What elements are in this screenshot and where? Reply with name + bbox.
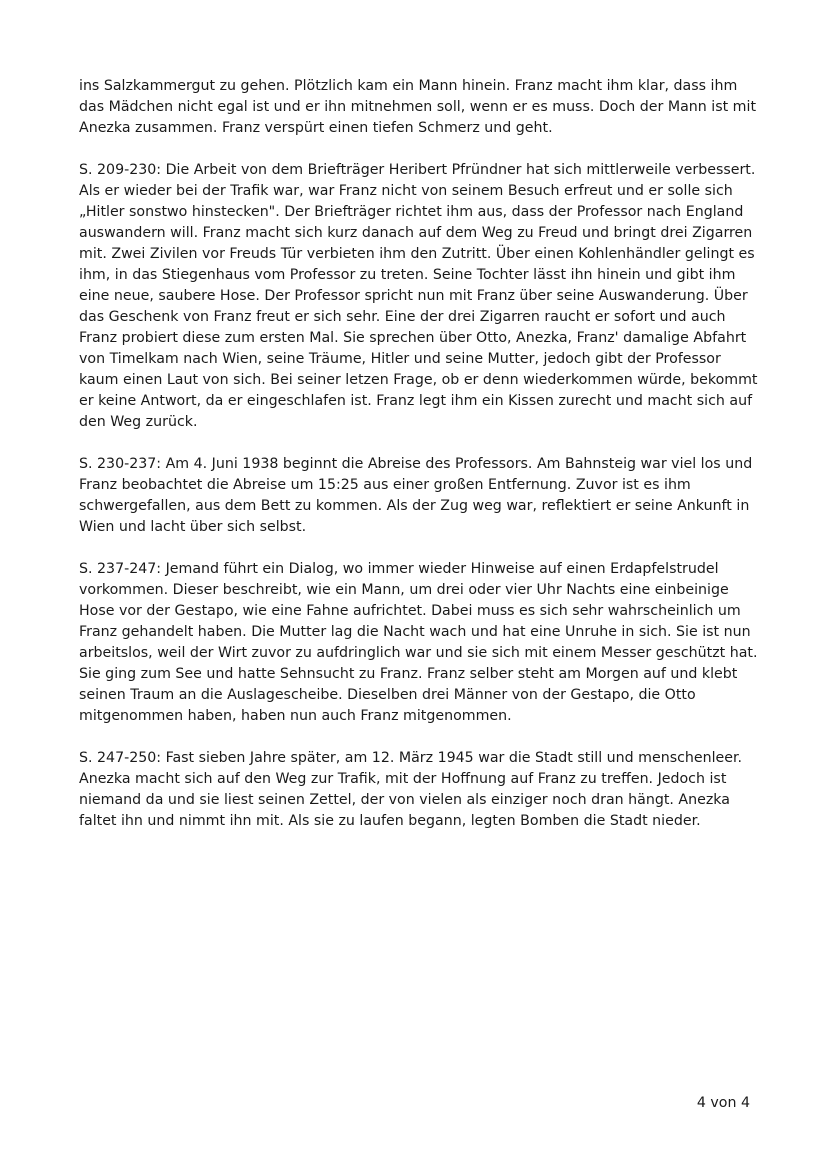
paragraph-s237-247: S. 237-247: Jemand führt ein Dialog, wo immer wieder Hinweise auf einen Erdapfelstrudel vorkommen. Dieser beschreibt, wie ein Mann, um drei oder vier Uhr Nachts eine einbeinige Hose vor der Gestapo, wie eine Fahne aufrichtet. Dabei muss es sich sehr wahrscheinlich um Franz gehandelt haben. Die Mutter lag die Nacht wach und hat eine Unruhe in sich. Sie ist nun arbeitslos, weil der Wirt zuvor zu aufdringlich war und sie sich mit einem Messer geschützt hat. Sie ging zum See und hatte Sehnsucht zu Franz. Franz selber steht am Morgen auf und klebt seinen Traum an die Auslagescheibe. Dieselben drei Männer von der Gestapo, die Otto mitgenommen haben, haben nun auch Franz mitgenommen. — [79, 561, 758, 724]
paragraph-continuation: ins Salzkammergut zu gehen. Plötzlich kam ein Mann hinein. Franz macht ihm klar, dass ihm das Mädchen nicht egal ist und er ihn mitnehmen soll, wenn er es muss. Doch der Mann ist mit Anezka zusammen. Franz verspürt einen tiefen Schmerz und geht. — [79, 78, 757, 136]
paragraph-s209-230: S. 209-230: Die Arbeit von dem Briefträger Heribert Pfründner hat sich mittlerweile verbessert. Als er wieder bei der Trafik war, war Franz nicht von seinem Besuch erfreut und er solle sich „Hitler sonstwo hinstecken". Der Briefträger richtet ihm aus, dass der Professor nach England auswandern will. Franz macht sich kurz danach auf dem Weg zu Freud und bringt drei Zigarren mit. Zwei Zivilen vor Freuds Tür verbieten ihm den Zutritt. Über einen Kohlenhändler gelingt es ihm, in das Stiegenhaus vom Professor zu treten. Seine Tochter lässt ihn hinein und gibt ihm eine neue, saubere Hose. Der Professor spricht nun mit Franz über seine Auswanderung. Über das Geschenk von Franz freut er sich sehr. Eine der drei Zigarren raucht er sofort und auch Franz probiert diese zum ersten Mal. Sie sprechen über Otto, Anezka, Franz' damalige Abfahrt von Timelkam nach Wien, seine Träume, Hitler und seine Mutter, jedoch gibt der Professor kaum einen Laut von sich. Bei seiner letzen Frage, ob er denn wiederkommen würde, bekommt er keine Antwort, da er eingeschlafen ist. Franz legt ihm ein Kissen zurecht und macht sich auf den Weg zurück. — [79, 162, 758, 430]
document-body — [79, 76, 759, 853]
paragraph-s247-250: S. 247-250: Fast sieben Jahre später, am 12. März 1945 war die Stadt still und menschenleer. Anezka macht sich auf den Weg zur Trafik, mit der Hoffnung auf Franz zu treffen. Jedoch ist niemand da und sie liest seinen Zettel, der von vielen als einziger noch dran hängt. Anezka faltet ihn und nimmt ihn mit. Als sie zu laufen begann, legten Bomben die Stadt nieder. — [79, 750, 743, 829]
paragraph-s230-237: S. 230-237: Am 4. Juni 1938 beginnt die Abreise des Professors. Am Bahnsteig war viel los und Franz beobachtet die Abreise um 15:25 aus einer großen Entfernung. Zuvor ist es ihm schwergefallen, aus dem Bett zu kommen. Als der Zug weg war, reflektiert er seine Ankunft in Wien und lacht über sich selbst. — [79, 456, 753, 535]
page-number: 4 von 4 — [696, 1095, 750, 1111]
